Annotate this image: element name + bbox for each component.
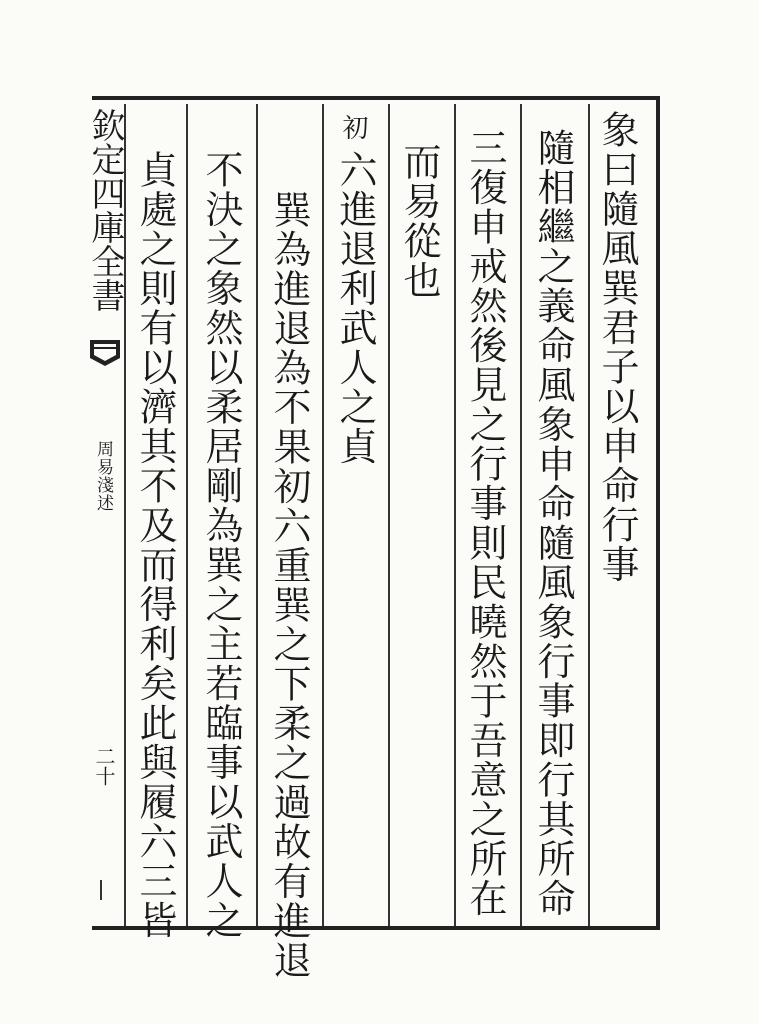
text-column-7: 不決之象然以柔居剛為巽之主若臨事以武人之 <box>199 150 243 940</box>
text-column-6: 巽為進退為不果初六重巽之下柔之過故有進退 <box>267 190 311 980</box>
text-column-3: 三復申戒然後見之行事則民曉然于吾意之所在 <box>463 128 507 918</box>
page-number: 二十 <box>92 746 116 786</box>
text-column-4: 而易從也 <box>397 142 441 300</box>
text-column-1: 象曰隨風巽君子以申命行事 <box>595 110 639 584</box>
book-title: 欽定四庫全書 <box>85 108 125 312</box>
margin-tick <box>100 880 102 900</box>
text-column-5: 六進退利武人之貞 <box>333 150 377 466</box>
column-divider <box>388 104 390 926</box>
column-divider <box>454 104 456 926</box>
line-head: 初 <box>338 114 368 142</box>
text-column-8: 貞處之則有以濟其不及而得利矣此與履六三皆 <box>133 150 177 940</box>
column-divider <box>588 104 590 926</box>
column-divider <box>520 104 522 926</box>
fish-tail-mark-icon <box>88 338 122 368</box>
column-divider <box>322 104 324 926</box>
text-column-2: 隨相繼之義命風象申命隨風象行事即行其所命 <box>531 128 575 918</box>
column-divider <box>256 104 258 926</box>
section-title: 周易淺述 <box>93 440 113 512</box>
column-divider <box>186 104 188 926</box>
